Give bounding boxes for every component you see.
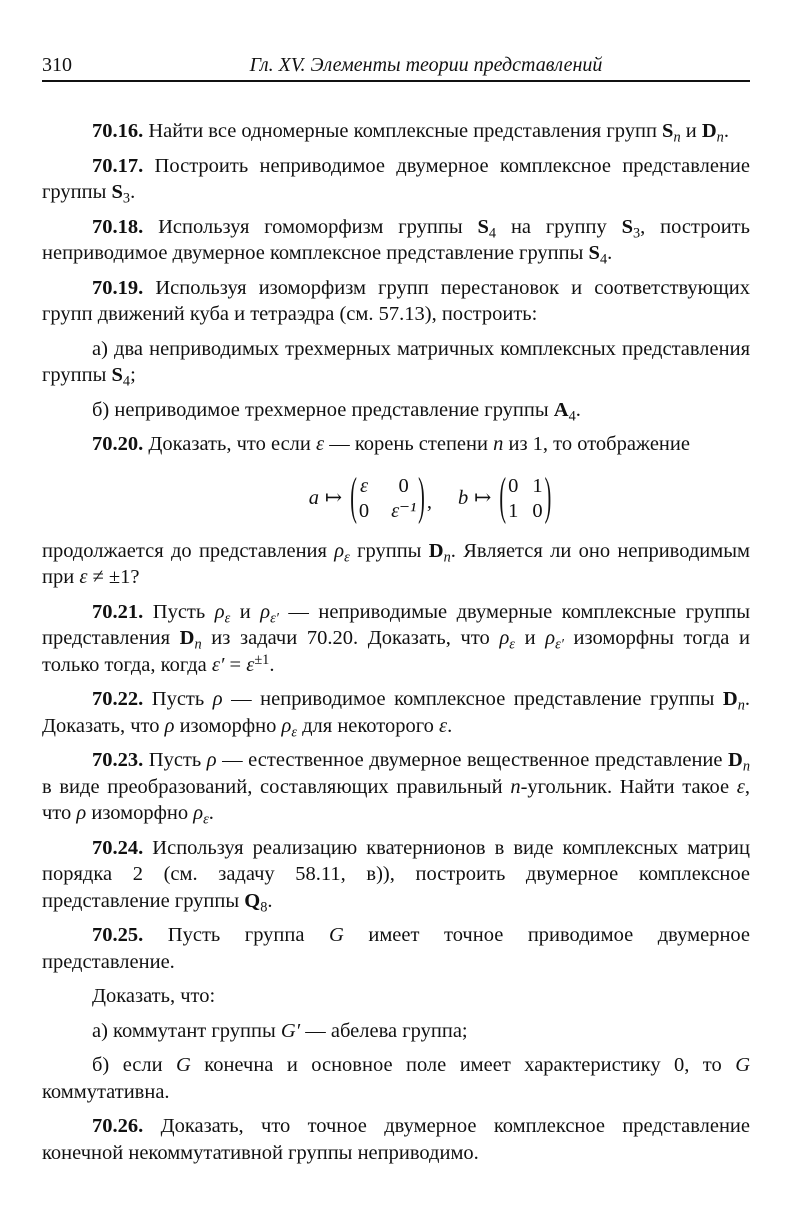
text-segment: .: [575, 398, 581, 421]
text-segment: — абелева группа;: [300, 1019, 468, 1042]
text-segment: — корень степени: [324, 433, 494, 455]
text-segment: в виде преобразований, составляющих правильный: [42, 775, 511, 798]
text-segment: D: [728, 749, 743, 771]
text-segment: Доказать, что:: [92, 985, 216, 1007]
problem-number: 70.18.: [92, 215, 144, 238]
text-segment: имеет точное приводимое двумерное представление.: [42, 924, 751, 973]
text-segment: .: [208, 802, 214, 824]
problem-paragraph: [42, 1052, 750, 1105]
problem-paragraph: [42, 747, 750, 827]
problem-number: 70.23.: [92, 749, 144, 771]
text-segment: 3: [633, 224, 641, 241]
text-segment: D: [428, 539, 444, 562]
problem-paragraph: [42, 1113, 750, 1166]
text-segment: . Доказать, что: [42, 688, 750, 737]
text-segment: изоморфны тогда и только тогда, когда: [42, 627, 750, 676]
text-segment: ε: [344, 548, 350, 565]
text-segment: 4: [599, 251, 608, 268]
text-segment: S: [621, 215, 633, 238]
text-segment: n: [673, 129, 681, 146]
text-segment: ±1: [254, 651, 270, 668]
text-segment: D: [722, 688, 738, 710]
text-segment: из задачи 70.20. Доказать, что: [201, 627, 500, 649]
text-segment: Пусть: [143, 749, 207, 771]
text-segment: — естественное двумерное вещественное представление: [216, 749, 729, 771]
text-segment: ρ: [545, 627, 556, 649]
text-segment: n: [737, 697, 745, 714]
problem-paragraph: [42, 397, 750, 424]
text-segment: , что: [42, 775, 750, 824]
left-paren: (: [499, 469, 507, 527]
matrix-a: [359, 474, 416, 524]
text-segment: изоморфно: [174, 714, 282, 737]
text-segment: .: [607, 242, 613, 264]
text-segment: а) коммутант группы: [92, 1019, 281, 1042]
problem-number: 70.24.: [92, 836, 144, 859]
text-segment: ρ: [499, 627, 510, 649]
text-segment: ρ: [193, 802, 204, 824]
text-segment: из 1, то отображение: [503, 433, 690, 455]
matrix-b-cell: 1: [532, 474, 543, 497]
text-segment: ρ: [214, 600, 225, 623]
matrix-a-cell: ε⁻¹: [391, 499, 417, 522]
text-segment: . Является ли оно неприводимым при: [42, 539, 750, 588]
mapsto-symbol: ↦: [325, 487, 343, 510]
problem-paragraph: [42, 118, 750, 145]
text-segment: ε′: [270, 609, 279, 626]
text-segment: n: [194, 636, 202, 653]
text-segment: =: [224, 653, 247, 676]
text-segment: S: [111, 364, 123, 386]
text-segment: D: [701, 120, 717, 142]
text-segment: Используя изоморфизм групп перестановок и соответствующих групп движений куба и тетраэдра (см. 57.13), построить:: [42, 276, 750, 325]
text-segment: Построить неприводимое двумерное комплексное представление группы: [42, 154, 750, 203]
text-segment: ε: [246, 653, 255, 676]
running-title: Гл. XV. Элементы теории представлений: [249, 54, 603, 76]
text-segment: ε: [736, 775, 745, 798]
problem-number: 70.26.: [92, 1115, 144, 1137]
text-segment: ε: [316, 433, 325, 455]
matrix-b-cell: 0: [532, 499, 543, 522]
text-segment: б) неприводимое трехмерное представление группы: [92, 398, 554, 421]
problem-number: 70.25.: [92, 924, 144, 946]
text-segment: ρ: [212, 688, 223, 710]
problem-number: 70.16.: [92, 120, 144, 142]
text-segment: для некоторого: [296, 714, 440, 737]
text-segment: Доказать, что точное двумерное комплексное представление конечной некоммутативной группы неприводимо.: [42, 1115, 750, 1164]
text-segment: конечна и основное поле имеет характеристику 0, то: [190, 1054, 736, 1076]
text-segment: ε′: [211, 653, 225, 676]
text-segment: .: [130, 181, 136, 203]
text-segment: Q: [244, 889, 261, 912]
text-segment: на группу: [496, 215, 622, 238]
matrix-a-cell: 0: [398, 474, 409, 497]
text-segment: Используя гомоморфизм группы: [143, 215, 478, 238]
page-body: [42, 118, 750, 1174]
text-segment: ε: [439, 714, 448, 737]
text-segment: 4: [122, 373, 131, 390]
problem-number: 70.21.: [92, 600, 144, 623]
display-formula: [112, 466, 750, 532]
text-segment: .: [447, 714, 453, 737]
text-segment: продолжается до представления: [42, 539, 335, 562]
text-segment: n: [742, 758, 750, 775]
problem-number: 70.17.: [92, 154, 144, 177]
text-segment: ε: [509, 636, 515, 653]
text-segment: ε: [203, 811, 209, 828]
text-segment: 8: [260, 898, 268, 915]
text-segment: n: [493, 433, 504, 455]
problem-paragraph: [42, 1018, 750, 1045]
text-segment: -угольник. Найти такое: [520, 775, 737, 798]
matrix-b: [508, 474, 543, 524]
text-segment: ε: [79, 566, 88, 588]
matrix-a-cell: 0: [358, 499, 370, 522]
text-segment: коммутативна.: [42, 1080, 170, 1103]
right-paren: ): [418, 469, 425, 527]
text-segment: 4: [568, 407, 576, 424]
problem-number: 70.20.: [92, 433, 144, 455]
text-segment: ρ: [206, 749, 217, 771]
text-segment: .: [723, 120, 729, 142]
problem-paragraph: [42, 214, 750, 267]
text-segment: Пусть: [143, 600, 215, 623]
text-segment: S: [111, 181, 123, 203]
text-segment: ρ: [334, 539, 345, 562]
text-segment: — неприводимые двумерные комплексные группы представления: [42, 600, 750, 649]
text-segment: Доказать, что если: [143, 433, 316, 455]
text-segment: n: [443, 548, 451, 565]
text-segment: Пусть: [143, 688, 213, 710]
text-segment: S: [588, 242, 600, 264]
text-segment: Найти все одномерные комплексные представления групп: [143, 120, 663, 142]
text-segment: а) два неприводимых трехмерных матричных комплексных представления группы: [42, 337, 750, 386]
page-number: 310: [42, 54, 72, 76]
text-segment: ε′: [555, 636, 564, 653]
text-segment: изоморфно: [86, 802, 194, 824]
text-segment: и: [230, 600, 261, 623]
text-segment: и: [680, 120, 702, 142]
matrix-b-cell: 1: [508, 499, 519, 522]
text-segment: G: [735, 1054, 750, 1076]
text-segment: , построить неприводимое двумерное комплексное представление группы: [42, 215, 750, 264]
text-segment: ρ: [260, 600, 271, 623]
text-segment: Используя реализацию кватернионов в виде комплексных матриц порядка 2 (см. задачу 58.11, в)), построить двумерное комплексное представление группы: [42, 836, 750, 912]
text-segment: S: [477, 215, 489, 238]
matrix-a-cell: ε: [359, 474, 369, 497]
problem-paragraph: [42, 538, 750, 591]
problem-paragraph: [42, 835, 750, 915]
problem-paragraph: [42, 983, 750, 1010]
text-segment: ρ: [76, 802, 87, 824]
text-segment: — неприводимое комплексное представление группы: [222, 688, 723, 710]
formula-a: a: [308, 487, 319, 510]
formula-separator: ,: [426, 491, 432, 513]
text-segment: n: [716, 129, 724, 146]
text-segment: 3: [122, 190, 131, 207]
text-segment: группы: [349, 539, 429, 562]
text-segment: G: [176, 1054, 191, 1076]
text-segment: n: [510, 775, 521, 798]
text-segment: A: [553, 398, 569, 421]
page-header: [42, 52, 750, 82]
problem-number: 70.19.: [92, 276, 144, 299]
left-paren: (: [350, 469, 357, 527]
text-segment: б) если: [92, 1054, 177, 1076]
text-segment: G′: [280, 1019, 301, 1042]
problem-paragraph: [42, 599, 750, 679]
text-segment: ρ: [281, 714, 292, 737]
text-segment: S: [662, 120, 674, 142]
mapsto-symbol: ↦: [474, 487, 492, 510]
right-paren: ): [544, 469, 552, 527]
problems-block-1: [42, 118, 750, 458]
text-segment: G: [329, 924, 344, 946]
text-segment: 4: [488, 224, 497, 241]
problem-paragraph: [42, 275, 750, 328]
text-segment: ε: [291, 723, 297, 740]
text-segment: D: [179, 627, 195, 649]
text-segment: Пусть группа: [143, 924, 330, 946]
formula-b: b: [457, 487, 469, 510]
matrix-b-cell: 0: [508, 474, 519, 497]
text-segment: и: [514, 627, 546, 649]
problems-block-2: [42, 538, 750, 1167]
text-segment: ≠ ±1?: [87, 566, 140, 588]
text-segment: ρ: [164, 714, 175, 737]
problem-paragraph: [42, 336, 750, 389]
text-segment: ;: [130, 364, 136, 386]
text-segment: .: [267, 889, 273, 912]
problem-number: 70.22.: [92, 688, 144, 710]
text-segment: .: [269, 653, 275, 676]
text-segment: ε: [224, 609, 231, 626]
problem-paragraph: [42, 431, 750, 458]
problem-paragraph: [42, 922, 750, 975]
problem-paragraph: [42, 153, 750, 206]
problem-paragraph: [42, 686, 750, 739]
